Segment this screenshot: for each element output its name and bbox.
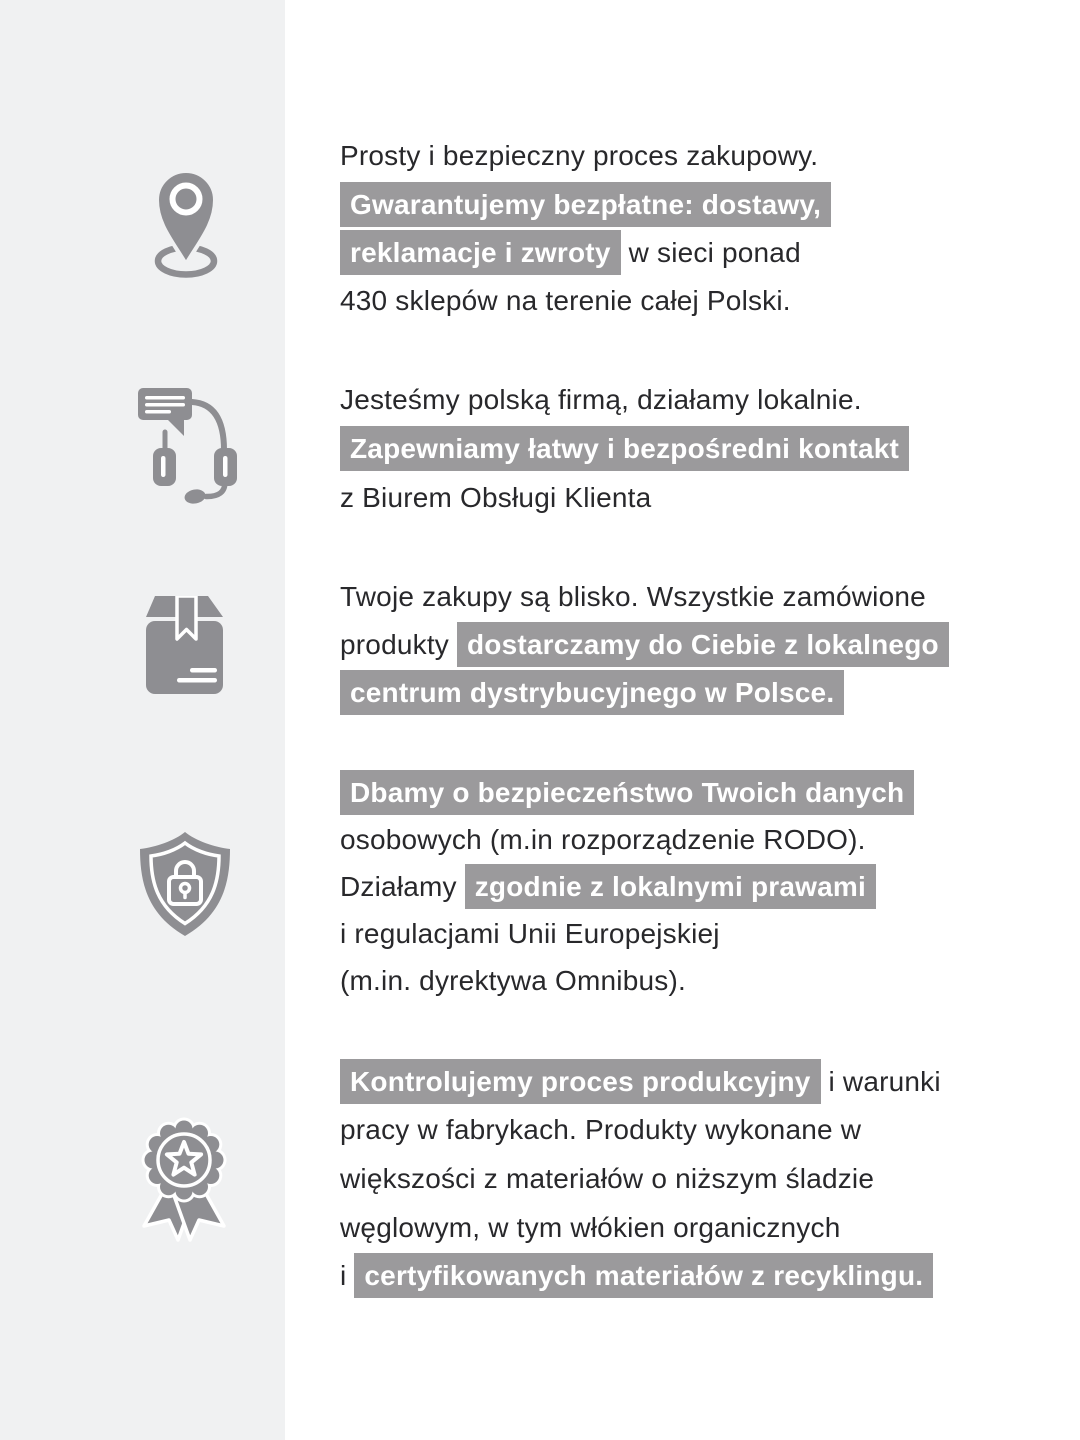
plain-text: (m.in. dyrektywa Omnibus). [340,965,686,996]
customer-support-headset-icon [130,378,250,508]
plain-text: produkty [340,629,457,660]
plain-text: pracy w fabrykach. Produkty wykonane w [340,1114,862,1145]
text-line [340,862,876,911]
text-line [340,1203,840,1252]
package-icon [146,596,224,696]
award-badge-icon [134,1116,234,1248]
text-line [340,1105,861,1154]
plain-text: i warunki [820,1066,941,1097]
highlighted-text: dostarczamy do Ciebie z lokalnego [457,622,949,667]
text-line [340,956,686,1005]
plain-text: 430 sklepów na terenie całej Polski. [340,285,791,316]
text-line [340,909,720,958]
plain-text: i regulacjami Unii Europejskiej [340,918,720,949]
text-line [340,131,818,180]
text-line [340,228,801,277]
text-line [340,1251,933,1300]
text-line [340,620,949,669]
text-line [340,768,914,817]
plain-text: Jesteśmy polską firmą, działamy lokalnie. [340,384,862,415]
shield-lock-icon [138,830,232,938]
plain-text: większości z materiałów o niższym śladzie [340,1163,875,1194]
plain-text: osobowych (m.in rozporządzenie RODO). [340,824,866,855]
text-line [340,1057,941,1106]
plain-text: z Biurem Obsługi Klienta [340,482,652,513]
highlighted-text: Kontrolujemy proces produkcyjny [340,1059,821,1104]
plain-text: Twoje zakupy są blisko. Wszystkie zamówione [340,581,926,612]
highlighted-text: Gwarantujemy bezpłatne: dostawy, [340,182,831,227]
plain-text: Działamy [340,871,465,902]
text-line [340,276,791,325]
location-pin-icon [150,168,222,280]
highlighted-text: Zapewniamy łatwy i bezpośredni kontakt [340,426,909,471]
text-line [340,424,909,473]
highlighted-text: Dbamy o bezpieczeństwo Twoich danych [340,770,914,815]
text-line [340,815,866,864]
text-line [340,572,926,621]
highlighted-text: zgodnie z lokalnymi prawami [465,864,876,909]
text-line [340,180,831,229]
plain-text: Prosty i bezpieczny proces zakupowy. [340,140,819,171]
text-line [340,375,862,424]
highlighted-text: centrum dystrybucyjnego w Polsce. [340,670,844,715]
highlighted-text: certyfikowanych materiałów z recyklingu. [354,1253,933,1298]
text-line [340,1154,874,1203]
plain-text: w sieci ponad [620,237,801,268]
text-line [340,668,844,717]
text-line [340,473,651,522]
plain-text: węglowym, w tym włókien organicznych [340,1212,841,1243]
plain-text: i [340,1260,355,1291]
highlighted-text: reklamacje i zwroty [340,230,621,275]
